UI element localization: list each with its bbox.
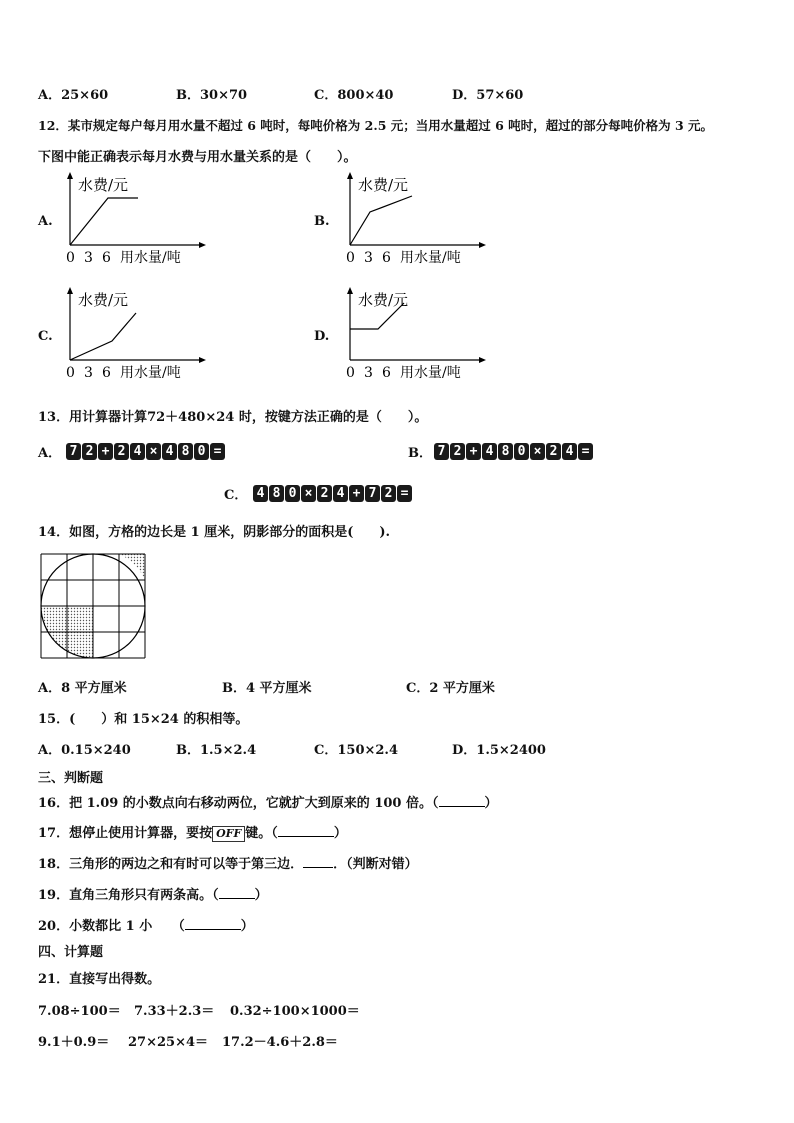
shaded-corner — [119, 554, 145, 580]
calculator-key-icon: 8 — [498, 443, 513, 460]
q17-before: 17．想停止使用计算器，要按 — [38, 826, 213, 841]
q18 — [38, 853, 418, 872]
graph-b-y-label: 水费/元 — [358, 176, 409, 194]
q17 — [38, 822, 347, 842]
q12-graph-a — [62, 170, 212, 270]
graph-c-x-label: 用水量/吨 — [120, 365, 181, 381]
q18-after: ．（判断对错） — [333, 857, 418, 872]
graph-c-tick-0: 0 — [66, 365, 75, 381]
q13-letter-a: A． — [38, 446, 62, 461]
q14-stem: 14．如图，方格的边长是 1 厘米，阴影部分的面积是( ). — [38, 525, 391, 540]
graph-a-x-label: 用水量/吨 — [120, 250, 181, 266]
q20-answer-blank[interactable] — [185, 929, 241, 930]
calculator-key-icon: 0 — [285, 485, 300, 502]
graph-a-tick-0: 0 — [66, 250, 75, 266]
q12-letter-d: D. — [314, 329, 330, 344]
calculator-key-icon: 0 — [514, 443, 529, 460]
q12-stem-line2: 下图中能正确表示每月水费与用水量关系的是（ ）。 — [38, 150, 357, 165]
q18-before: 18．三角形的两边之和有时可以等于第三边． — [38, 857, 304, 872]
q21-item-6: 17.2－4.6＋2.8＝ — [222, 1035, 338, 1050]
q19-text: 19．直角三角形只有两条高。（ — [38, 888, 219, 903]
graph-b-tick-6: 6 — [382, 250, 391, 266]
q17-answer-blank[interactable] — [278, 836, 334, 837]
q12-graph-b — [342, 170, 492, 270]
q17-after: 键。（ — [245, 826, 278, 841]
q16-text: 16．把 1.09 的小数点向右移动两位，它就扩大到原来的 100 倍。（ — [38, 796, 439, 811]
calculator-key-icon: 7 — [66, 443, 81, 460]
q13-keys-c — [253, 483, 413, 502]
calculator-key-icon: 2 — [114, 443, 129, 460]
graph-a-tick-6: 6 — [102, 250, 111, 266]
graph-c-tick-3: 3 — [84, 365, 93, 381]
q12-graph-d — [342, 285, 492, 385]
q16-close: ） — [484, 796, 498, 811]
calculator-key-icon: 7 — [365, 485, 380, 502]
q21-item-1: 7.08÷100＝ — [38, 1004, 121, 1019]
q11-option-a: A．25×60 — [38, 88, 109, 103]
graph-d-y-label: 水费/元 — [358, 291, 409, 309]
graph-d-tick-6: 6 — [382, 365, 391, 381]
q16 — [38, 792, 498, 811]
q14-option-b: B．4 平方厘米 — [222, 681, 312, 696]
calculator-key-icon: 2 — [450, 443, 465, 460]
graph-a-y-label: 水费/元 — [78, 176, 129, 194]
q13-keys-b — [434, 441, 594, 460]
q14-option-c: C．2 平方厘米 — [406, 681, 495, 696]
q21-item-2: 7.33＋2.3＝ — [134, 1004, 215, 1019]
graph-c-tick-6: 6 — [102, 365, 111, 381]
calculator-key-icon: = — [578, 443, 593, 460]
calculator-key-icon: 2 — [546, 443, 561, 460]
calculator-key-icon: 2 — [317, 485, 332, 502]
graph-d-x-label: 用水量/吨 — [400, 365, 461, 381]
calculator-key-icon: × — [146, 443, 161, 460]
calculator-key-icon: 4 — [333, 485, 348, 502]
calculator-key-icon: = — [210, 443, 225, 460]
q21-item-3: 0.32÷100×1000＝ — [230, 1004, 360, 1019]
q15-option-c: C．150×2.4 — [314, 743, 398, 758]
calculator-key-icon: 2 — [82, 443, 97, 460]
graph-c-line — [70, 313, 136, 360]
q18-answer-blank[interactable] — [303, 867, 333, 868]
section-3-heading: 三、判断题 — [38, 771, 104, 786]
graph-d-tick-3: 3 — [364, 365, 373, 381]
q19-answer-blank[interactable] — [219, 898, 255, 899]
calculator-key-icon: 4 — [253, 485, 268, 502]
calculator-key-icon: 8 — [269, 485, 284, 502]
q15-option-b: B．1.5×2.4 — [176, 743, 257, 758]
q21-item-5: 27×25×4＝ — [128, 1035, 209, 1050]
q12-stem-line1: 12．某市规定每户每月用水量不超过 6 吨时，每吨价格为 2.5 元；当用水量超过 6 吨时，超过的部分每吨价格为 3 元。 — [38, 118, 714, 133]
q17-close: ） — [333, 826, 347, 841]
q16-answer-blank[interactable] — [439, 806, 485, 807]
q15-stem: 15．( ）和 15×24 的积相等。 — [38, 712, 249, 727]
q11-option-b: B．30×70 — [176, 88, 248, 103]
q20-close: ） — [240, 919, 254, 934]
q21-stem: 21．直接写出得数。 — [38, 972, 161, 987]
graph-c-y-label: 水费/元 — [78, 291, 129, 309]
off-key-icon: OFF — [212, 826, 245, 842]
q12-graph-c — [62, 285, 212, 385]
graph-b-tick-3: 3 — [364, 250, 373, 266]
q12-letter-b: B. — [314, 214, 330, 229]
q12-letter-c: C. — [38, 329, 53, 344]
q12-letter-a: A. — [38, 214, 53, 229]
section-4-heading: 四、计算题 — [38, 945, 104, 960]
calculator-key-icon: 4 — [482, 443, 497, 460]
calculator-key-icon: + — [98, 443, 113, 460]
q13-keys-a — [66, 441, 226, 460]
q19 — [38, 884, 268, 903]
graph-a-tick-3: 3 — [84, 250, 93, 266]
q13-letter-c: C． — [224, 488, 248, 503]
q14-grid-figure — [40, 553, 148, 661]
graph-b-tick-0: 0 — [346, 250, 355, 266]
graph-b-x-label: 用水量/吨 — [400, 250, 461, 266]
calculator-key-icon: 4 — [130, 443, 145, 460]
calculator-key-icon: 4 — [562, 443, 577, 460]
graph-a-line — [70, 198, 138, 245]
q11-option-c: C．800×40 — [314, 88, 394, 103]
q20-text: 20．小数都比 1 小 （ — [38, 919, 185, 934]
q15-option-a: A．0.15×240 — [38, 743, 131, 758]
calculator-key-icon: 7 — [434, 443, 449, 460]
calculator-key-icon: × — [530, 443, 545, 460]
q13-stem: 13．用计算器计算72＋480×24 时，按键方法正确的是（ ）。 — [38, 410, 428, 425]
q20 — [38, 915, 254, 934]
q11-option-d: D．57×60 — [452, 88, 524, 103]
calculator-key-icon: 4 — [162, 443, 177, 460]
calculator-key-icon: 8 — [178, 443, 193, 460]
q15-option-d: D．1.5×2400 — [452, 743, 546, 758]
graph-d-tick-0: 0 — [346, 365, 355, 381]
calculator-key-icon: 0 — [194, 443, 209, 460]
calculator-key-icon: 2 — [381, 485, 396, 502]
calculator-key-icon: × — [301, 485, 316, 502]
q19-close: ） — [254, 888, 268, 903]
graph-b-line — [350, 196, 412, 245]
calculator-key-icon: = — [397, 485, 412, 502]
q14-option-a: A．8 平方厘米 — [38, 681, 127, 696]
calculator-key-icon: + — [466, 443, 481, 460]
q21-item-4: 9.1＋0.9＝ — [38, 1035, 110, 1050]
q13-letter-b: B． — [408, 446, 432, 461]
calculator-key-icon: + — [349, 485, 364, 502]
